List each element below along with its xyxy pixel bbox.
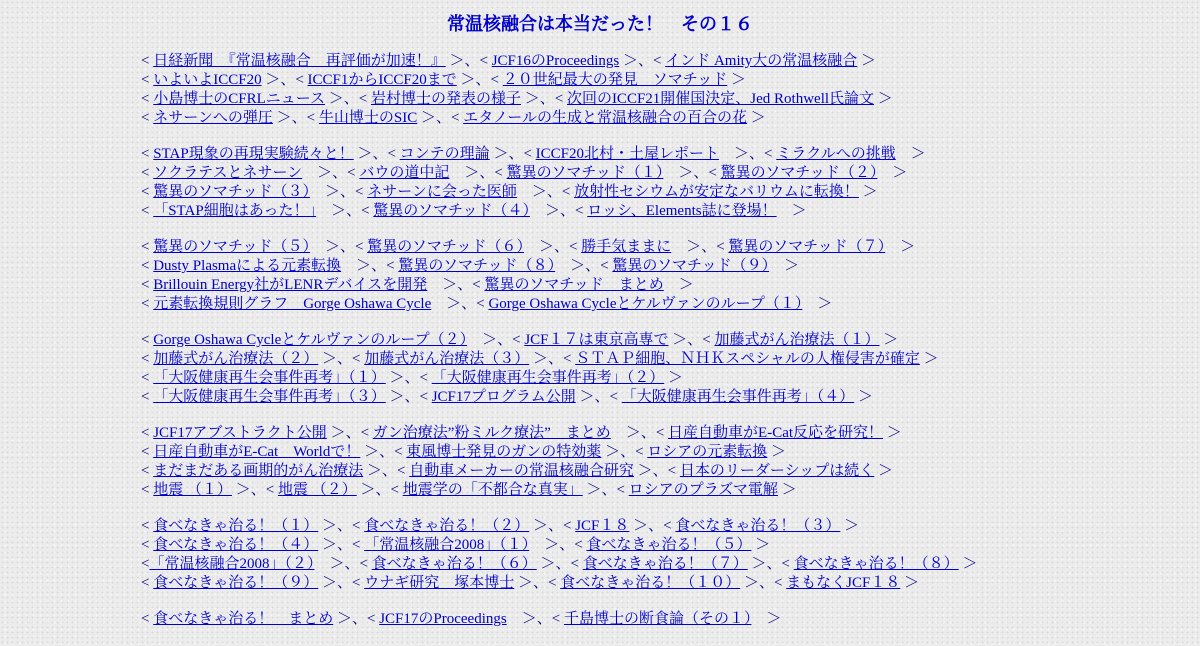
link-line bbox=[141, 71, 1191, 90]
article-link[interactable]: 食べなきゃ治る！（９） bbox=[153, 575, 319, 591]
separator-text: ＞ bbox=[727, 72, 747, 88]
article-link[interactable]: 「常温核融合2008」（１） bbox=[364, 537, 530, 553]
separator-text: ＞ bbox=[879, 332, 899, 348]
separator-text: ＞、< bbox=[668, 332, 715, 348]
separator-text: ＞、< bbox=[318, 351, 365, 367]
article-link[interactable]: 加藤式がん治療法（３） bbox=[364, 351, 530, 367]
separator-text: ＞、< bbox=[520, 91, 567, 107]
separator-text: ＞ bbox=[895, 146, 926, 162]
link-line bbox=[141, 462, 1191, 481]
separator-text: ＞、< bbox=[663, 165, 721, 181]
separator-text: ＞、< bbox=[633, 463, 680, 479]
separator-text: < bbox=[141, 146, 154, 162]
separator-text: ＞、< bbox=[318, 537, 365, 553]
separator-text: ＞、< bbox=[582, 482, 629, 498]
article-link[interactable]: 小島博士のCFRLニュース bbox=[153, 91, 325, 107]
separator-text: ＞ bbox=[751, 537, 771, 553]
separator-text: ＞、< bbox=[514, 575, 561, 591]
article-link[interactable]: Brillouin Energy社がLENRデバイスを開発 bbox=[153, 277, 428, 293]
separator-text: ＞、< bbox=[427, 277, 485, 293]
article-link[interactable]: 「STAP細胞はあった！」 bbox=[153, 203, 317, 219]
separator-text: ＞ bbox=[900, 575, 920, 591]
link-group bbox=[141, 52, 1191, 128]
article-link[interactable]: 「大阪健康再生会事件再考」（４） bbox=[621, 389, 855, 405]
article-link[interactable]: JCF17のProceedings bbox=[379, 611, 507, 627]
article-link[interactable]: 日産自動車がE-Cat反応を研究！ bbox=[668, 425, 884, 441]
separator-text: < bbox=[141, 277, 154, 293]
article-link[interactable]: 食べなきゃ治る！（１０） bbox=[560, 575, 741, 591]
article-link[interactable]: 加藤式がん治療法（１） bbox=[714, 332, 880, 348]
article-link-list bbox=[141, 52, 1191, 646]
link-group bbox=[141, 331, 1191, 407]
article-link[interactable]: 驚異のソマチッド（３） bbox=[153, 184, 310, 200]
article-link[interactable]: 日経新聞 『常温核融合 再評価が加速！』 bbox=[153, 53, 446, 69]
separator-text: ＞、< bbox=[417, 110, 464, 126]
separator-text: < bbox=[141, 482, 154, 498]
separator-text: < bbox=[141, 351, 154, 367]
separator-text: ＞ bbox=[747, 110, 766, 126]
separator-text: ＞ bbox=[776, 203, 807, 219]
article-link[interactable]: ウナギ研究 塚本博士 bbox=[364, 575, 515, 591]
article-link[interactable]: まもなくJCF１８ bbox=[786, 575, 901, 591]
link-line bbox=[141, 388, 1191, 407]
link-line bbox=[141, 555, 1191, 574]
separator-text: ＞、< bbox=[326, 425, 373, 441]
article-link[interactable]: 地震 （２） bbox=[277, 482, 357, 498]
separator-text: < bbox=[141, 110, 154, 126]
article-link[interactable]: 元素転換規則グラフ Gorge Oshawa Cycle bbox=[153, 296, 432, 312]
article-link[interactable]: JCF17アブストラクト公開 bbox=[153, 425, 327, 441]
separator-text: ＞、< bbox=[449, 165, 507, 181]
separator-text: ＞、< bbox=[385, 370, 432, 386]
separator-text: ＞ bbox=[777, 482, 797, 498]
separator-text: ＞、< bbox=[324, 91, 371, 107]
separator-text: ＞ bbox=[885, 239, 916, 255]
separator-text: < bbox=[141, 537, 154, 553]
separator-text: ＞ bbox=[919, 351, 939, 367]
separator-text: < bbox=[141, 258, 154, 274]
article-link[interactable]: STAP現象の再現実験続々と！ bbox=[153, 146, 354, 162]
article-link[interactable]: 食べなきゃ治る！（１） bbox=[153, 518, 319, 534]
article-link[interactable]: 驚異のソマチッド（６） bbox=[367, 239, 524, 255]
separator-text: < bbox=[141, 425, 154, 441]
article-link[interactable]: 地震 （１） bbox=[153, 482, 232, 498]
article-link[interactable]: 東風博士発見のガンの特効薬 bbox=[406, 444, 602, 460]
article-link[interactable]: 千島博士の断食論（その１） bbox=[563, 611, 752, 627]
article-link[interactable]: 食べなきゃ治る！（６） bbox=[371, 556, 537, 572]
separator-text: < bbox=[141, 332, 154, 348]
separator-text: ＞、< bbox=[456, 72, 503, 88]
link-line bbox=[141, 331, 1191, 350]
article-link[interactable]: ２０世紀最大の発見 ソマチッド bbox=[502, 72, 728, 88]
separator-text: < bbox=[141, 165, 154, 181]
separator-text: ＞ bbox=[854, 389, 873, 405]
separator-text: ＞、< bbox=[506, 611, 564, 627]
separator-text: ＞、< bbox=[516, 184, 575, 200]
separator-text: ＞、< bbox=[272, 110, 319, 126]
separator-text: ＞、< bbox=[575, 389, 622, 405]
separator-text: < bbox=[141, 72, 154, 88]
article-link[interactable]: 岩村博士の発表の様子 bbox=[370, 91, 521, 107]
separator-text: ＞、< bbox=[316, 203, 374, 219]
article-link[interactable]: ネサーンへの弾圧 bbox=[153, 110, 273, 126]
separator-text: ＞ bbox=[874, 91, 893, 107]
separator-text: ＞、< bbox=[629, 518, 676, 534]
separator-text: ＞、< bbox=[523, 239, 582, 255]
separator-text: ＞ bbox=[883, 425, 902, 441]
link-line bbox=[141, 369, 1191, 388]
separator-text: < bbox=[141, 53, 154, 69]
separator-text: < bbox=[141, 370, 154, 386]
article-link[interactable]: ＳＴＡＰ細胞、ＮＨＫスペシャルの人権侵害が確定 bbox=[575, 351, 920, 367]
article-link[interactable]: 放射性セシウムが安定なバリウムに転換！ bbox=[574, 184, 859, 200]
separator-text: ＞ bbox=[857, 53, 877, 69]
article-link[interactable]: エタノールの生成と常温核融合の百合の花 bbox=[463, 110, 748, 126]
link-group bbox=[141, 610, 1191, 629]
article-link[interactable]: 食べなきゃ治る！（５） bbox=[586, 537, 752, 553]
article-link[interactable]: 地震学の「不都合な真実」 bbox=[402, 482, 583, 498]
article-link[interactable]: Gorge Oshawa Cycleとケルヴァンのループ（１） bbox=[488, 296, 803, 312]
separator-text: ＞ bbox=[664, 370, 683, 386]
separator-text: ＞、< bbox=[309, 184, 368, 200]
separator-text: ＞、< bbox=[314, 556, 372, 572]
separator-text: ＞、< bbox=[747, 556, 794, 572]
article-link[interactable]: 驚異のソマチッド（５） bbox=[153, 239, 310, 255]
link-line bbox=[141, 202, 1191, 221]
link-group bbox=[141, 517, 1191, 593]
article-link[interactable]: 自動車メーカーの常温核融合研究 bbox=[409, 463, 634, 479]
article-link[interactable]: 驚異のソマチッド（２） bbox=[720, 165, 878, 181]
separator-text: ＞、< bbox=[302, 165, 360, 181]
link-line bbox=[141, 443, 1191, 462]
link-line bbox=[141, 517, 1191, 536]
article-link[interactable]: 驚異のソマチッド（４） bbox=[373, 203, 531, 219]
article-link[interactable]: ICCF1からICCF20まで bbox=[307, 72, 457, 88]
article-link[interactable]: 食べなきゃ治る！（８） bbox=[793, 556, 959, 572]
separator-text: ＞、< bbox=[536, 556, 583, 572]
separator-text: ＞、< bbox=[445, 53, 492, 69]
article-link[interactable]: 「大阪健康再生会事件再考」（１） bbox=[153, 370, 386, 386]
link-group bbox=[141, 145, 1191, 221]
article-link[interactable]: 加藤式がん治療法（２） bbox=[153, 351, 319, 367]
article-link[interactable]: 驚異のソマチッド（８） bbox=[398, 258, 556, 274]
article-link[interactable]: コンテの理論 bbox=[399, 146, 490, 162]
article-link[interactable]: 驚異のソマチッド（７） bbox=[728, 239, 886, 255]
article-link[interactable]: JCF17プログラム公開 bbox=[431, 389, 576, 405]
article-link[interactable]: いよいよICCF20 bbox=[153, 72, 262, 88]
link-line bbox=[141, 424, 1191, 443]
article-link[interactable]: 食べなきゃ治る！（４） bbox=[153, 537, 319, 553]
article-link[interactable]: Gorge Oshawa Cycleとケルヴァンのループ（２） bbox=[153, 332, 468, 348]
separator-text: < bbox=[141, 556, 150, 572]
link-group bbox=[141, 424, 1191, 500]
separator-text: ＞、< bbox=[353, 146, 400, 162]
separator-text: ＞、< bbox=[333, 611, 380, 627]
separator-text: ＞、< bbox=[601, 444, 648, 460]
link-line bbox=[141, 238, 1191, 257]
link-line bbox=[141, 295, 1191, 314]
link-line bbox=[141, 610, 1191, 629]
separator-text: ＞、< bbox=[610, 425, 669, 441]
article-link[interactable]: 勝手気ままに bbox=[581, 239, 672, 255]
separator-text: ＞ bbox=[874, 463, 894, 479]
link-line bbox=[141, 574, 1191, 593]
separator-text: ＞、< bbox=[356, 482, 403, 498]
link-line bbox=[141, 164, 1191, 183]
link-line bbox=[141, 276, 1191, 295]
link-line bbox=[141, 536, 1191, 555]
separator-text: ＞、< bbox=[309, 239, 368, 255]
separator-text: ＞、< bbox=[671, 239, 729, 255]
separator-text: ＞、< bbox=[431, 296, 489, 312]
article-link[interactable]: バウの道中記 bbox=[359, 165, 450, 181]
article-link[interactable]: JCF16のProceedings bbox=[491, 53, 620, 69]
article-link[interactable]: 驚異のソマチッド（９） bbox=[612, 258, 770, 274]
separator-text: ＞ bbox=[877, 165, 908, 181]
separator-text: ＞、< bbox=[318, 518, 365, 534]
separator-text: ＞、< bbox=[619, 53, 666, 69]
link-line bbox=[141, 90, 1191, 109]
separator-text: ＞、< bbox=[360, 444, 407, 460]
separator-text: < bbox=[141, 611, 154, 627]
separator-text: ＞、< bbox=[261, 72, 308, 88]
separator-text: ＞、< bbox=[363, 463, 410, 479]
article-link[interactable]: ICCF20北村・土屋レポート bbox=[535, 146, 720, 162]
article-link[interactable]: インド Amity大の常温核融合 bbox=[665, 53, 858, 69]
article-link[interactable]: 食べなきゃ治る！（３） bbox=[675, 518, 841, 534]
article-link[interactable]: ミラクルへの挑戦 bbox=[776, 146, 896, 162]
separator-text: ＞ bbox=[840, 518, 860, 534]
article-link[interactable]: 「大阪健康再生会事件再考」（２） bbox=[431, 370, 665, 386]
separator-text: ＞ bbox=[858, 184, 878, 200]
separator-text: ＞ bbox=[802, 296, 833, 312]
separator-text: ＞ bbox=[663, 277, 694, 293]
article-link[interactable]: ロシアの元素転換 bbox=[647, 444, 768, 460]
article-link[interactable]: JCF１７は東京高専で bbox=[524, 332, 669, 348]
separator-text: < bbox=[141, 239, 154, 255]
separator-text: < bbox=[141, 463, 154, 479]
separator-text: < bbox=[141, 203, 154, 219]
separator-text: ＞、< bbox=[529, 351, 576, 367]
separator-text: ＞、< bbox=[529, 537, 587, 553]
article-link[interactable]: JCF１８ bbox=[575, 518, 630, 534]
link-line bbox=[141, 145, 1191, 164]
separator-text: < bbox=[141, 389, 154, 405]
article-link[interactable]: 食べなきゃ治る！ まとめ bbox=[153, 611, 334, 627]
article-link[interactable]: ネサーンに会った医師 bbox=[367, 184, 517, 200]
article-link[interactable]: 驚異のソマチッド まとめ bbox=[484, 277, 664, 293]
link-line bbox=[141, 257, 1191, 276]
article-link[interactable]: 「常温核融合2008」（２） bbox=[149, 556, 315, 572]
separator-text: ＞、< bbox=[719, 146, 777, 162]
link-line bbox=[141, 481, 1191, 500]
link-group bbox=[141, 238, 1191, 314]
article-link[interactable]: 食べなきゃ治る！（７） bbox=[582, 556, 748, 572]
separator-text: ＞、< bbox=[341, 258, 399, 274]
separator-text: ＞ bbox=[767, 444, 787, 460]
link-line bbox=[141, 109, 1191, 128]
separator-text: ＞、< bbox=[530, 203, 588, 219]
separator-text: ＞、< bbox=[529, 518, 576, 534]
separator-text: ＞、< bbox=[231, 482, 278, 498]
article-link[interactable]: ロッシ、Elements誌に登場！ bbox=[587, 203, 777, 219]
article-link[interactable]: まだまだある画期的がん治療法 bbox=[153, 463, 364, 479]
separator-text: ＞、< bbox=[555, 258, 613, 274]
link-line bbox=[141, 52, 1191, 71]
article-link[interactable]: ガン治療法”粉ミルク療法” まとめ bbox=[372, 425, 611, 441]
separator-text: ＞、< bbox=[740, 575, 787, 591]
separator-text: ＞、< bbox=[385, 389, 432, 405]
separator-text: ＞、< bbox=[489, 146, 536, 162]
separator-text: < bbox=[141, 184, 154, 200]
separator-text: < bbox=[141, 296, 154, 312]
article-link[interactable]: 「大阪健康再生会事件再考」（３） bbox=[153, 389, 386, 405]
separator-text: < bbox=[141, 444, 154, 460]
link-line bbox=[141, 183, 1191, 202]
article-link[interactable]: 食べなきゃ治る！（２） bbox=[364, 518, 530, 534]
article-link[interactable]: Dusty Plasmaによる元素転換 bbox=[153, 258, 342, 274]
page-title: 常温核融合は本当だった！ その１６ bbox=[447, 14, 753, 34]
article-link[interactable]: ソクラテスとネサーン bbox=[153, 165, 303, 181]
separator-text: < bbox=[141, 575, 154, 591]
link-line bbox=[141, 350, 1191, 369]
separator-text: < bbox=[141, 91, 154, 107]
article-link[interactable]: ロシアのプラズマ電解 bbox=[628, 482, 778, 498]
separator-text: ＞、< bbox=[318, 575, 365, 591]
separator-text: ＞、< bbox=[467, 332, 525, 348]
article-link[interactable]: 次回のICCF21開催国決定、Jed Rothwell氏論文 bbox=[566, 91, 875, 107]
separator-text: ＞ bbox=[751, 611, 782, 627]
separator-text: ＞ bbox=[958, 556, 978, 572]
separator-text: < bbox=[141, 518, 154, 534]
separator-text: ＞ bbox=[769, 258, 800, 274]
article-link[interactable]: 牛山博士のSIC bbox=[318, 110, 418, 126]
article-link[interactable]: 日産自動車がE-Cat Worldで！ bbox=[153, 444, 361, 460]
article-link[interactable]: 驚異のソマチッド（１） bbox=[506, 165, 664, 181]
article-link[interactable]: 日本のリーダーシップは続く bbox=[679, 463, 875, 479]
